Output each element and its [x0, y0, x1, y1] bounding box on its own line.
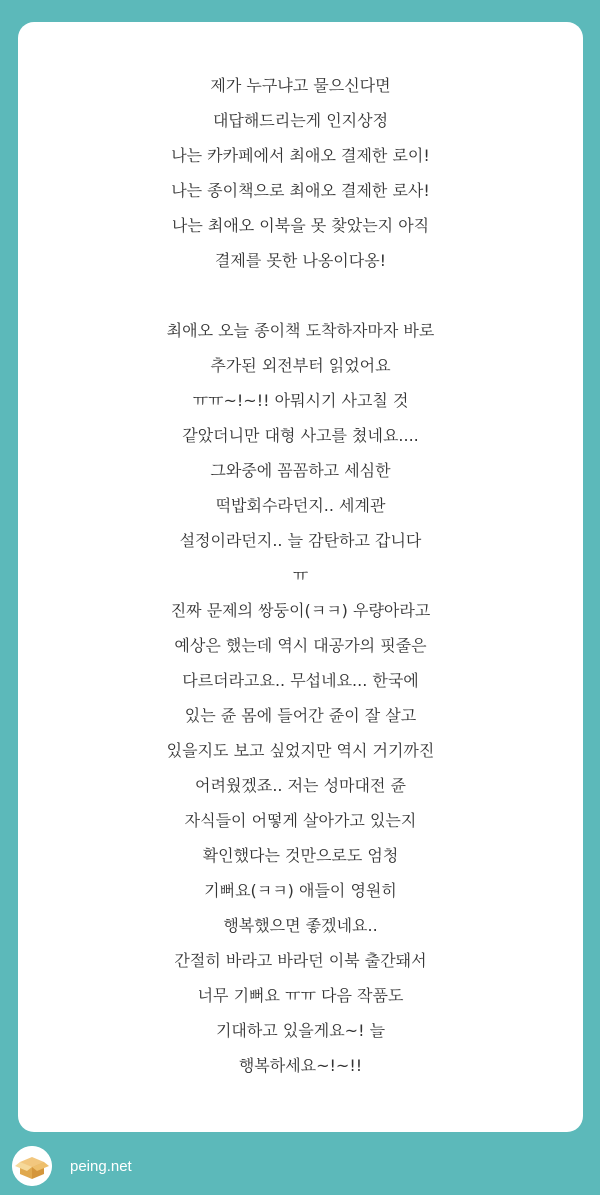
message-line: 진짜 문제의 쌍둥이(ㅋㅋ) 우량아라고 [170, 601, 431, 620]
message-line: 자식들이 어떻게 살아가고 있는지 [184, 811, 417, 830]
message-line: 나는 카카페에서 최애오 결제한 로이! [171, 146, 430, 165]
footer [12, 1145, 132, 1187]
message-line: 제가 누구냐고 물으신다면 [210, 76, 391, 95]
message-line: 다르더라고요.. 무섭네요... 한국에 [182, 671, 419, 690]
question-card [18, 22, 583, 1132]
message-line: 나는 종이책으로 최애오 결제한 로사! [171, 181, 430, 200]
message-line: 간절히 바라고 바라던 이북 출간돼서 [174, 951, 427, 970]
message-line: 기대하고 있을게요~! 늘 [215, 1021, 386, 1040]
message-line: 대답해드리는게 인지상정 [212, 111, 389, 130]
message-line: 행복하세요~!~!! [238, 1056, 363, 1075]
message-line: 행복했으면 좋겠네요.. [223, 916, 378, 935]
message-line: 어려웠겠죠.. 저는 성마대전 쥰 [195, 776, 406, 795]
peing-box-icon[interactable] [12, 1146, 52, 1186]
message-line: 그와중에 꼼꼼하고 세심한 [210, 461, 391, 480]
message-line: 떡밥회수라던지.. 세계관 [215, 496, 386, 515]
message-line: 있는 쥰 몸에 들어간 쥰이 잘 살고 [184, 706, 417, 725]
message-line: 추가된 외전부터 읽었어요 [210, 356, 391, 375]
message-line: 설정이라던지.. 늘 감탄하고 갑니다 [179, 531, 422, 550]
message-line: ㅠ [292, 566, 309, 585]
brand-link[interactable]: peing.net [70, 1157, 132, 1175]
message-line: 같았더니만 대형 사고를 쳤네요.... [182, 426, 419, 445]
message-line: 나는 최애오 이북을 못 찾았는지 아직 [171, 216, 430, 235]
message-line: 확인했다는 것만으로도 엄청 [202, 846, 399, 865]
message-line: 최애오 오늘 종이책 도착하자마자 바로 [166, 321, 435, 340]
message-line: 예상은 했는데 역시 대공가의 핏줄은 [174, 636, 427, 655]
message-line: 결제를 못한 나옹이다옹! [214, 251, 387, 270]
message-body [18, 68, 583, 1083]
message-line: 기뻐요(ㅋㅋ) 애들이 영원히 [204, 881, 397, 900]
message-line: 있을지도 보고 싶었지만 역시 거기까진 [166, 741, 435, 760]
blank-line [18, 278, 583, 313]
message-line: 너무 기뻐요 ㅠㅠ 다음 작품도 [197, 986, 404, 1005]
message-line: ㅠㅠ~!~!! 아뭐시기 사고칠 것 [192, 391, 409, 410]
